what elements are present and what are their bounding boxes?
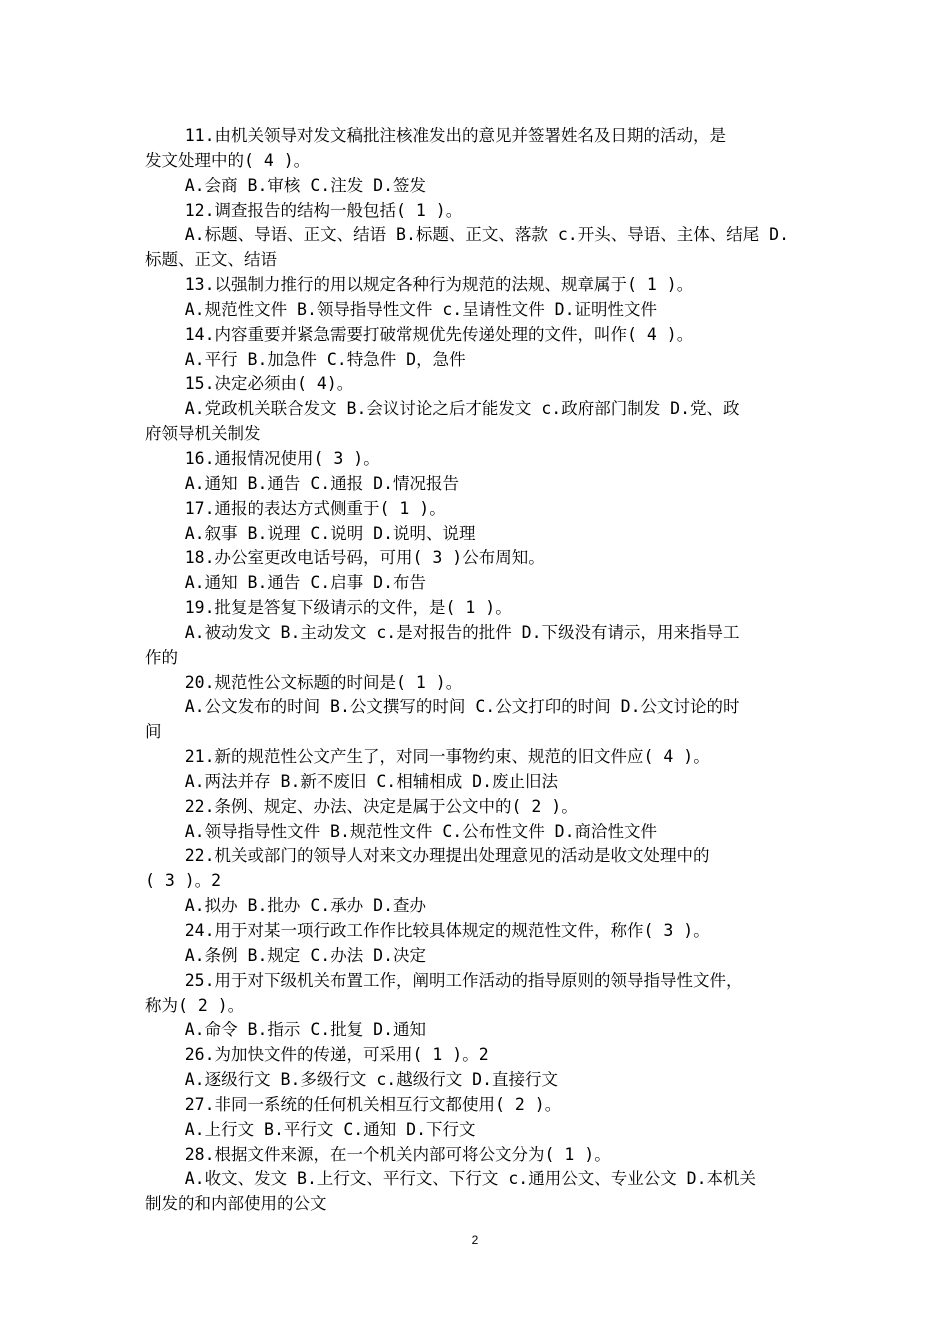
text-line: 14.内容重要并紧急需要打破常规优先传递处理的文件，叫作( 4 )。 bbox=[145, 324, 694, 344]
text-line: 22.条例、规定、办法、决定是属于公文中的( 2 )。 bbox=[145, 796, 578, 816]
text-line: 17.通报的表达方式侧重于( 1 )。 bbox=[145, 498, 446, 518]
text-line: A.会商 B.审核 C.注发 D.签发 bbox=[145, 175, 427, 195]
text-line: 16.通报情况使用( 3 )。 bbox=[145, 448, 380, 468]
text-line: 20.规范性公文标题的时间是( 1 )。 bbox=[145, 672, 463, 692]
text-line: 作的 bbox=[145, 647, 178, 667]
text-line: A.标题、导语、正文、结语 B.标题、正文、落款 c.开头、导语、主体、结尾 D. bbox=[145, 225, 790, 245]
text-line: 21.新的规范性公文产生了，对同一事物约束、规范的旧文件应( 4 )。 bbox=[145, 747, 710, 767]
text-line: A.平行 B.加急件 C.特急件 D，急件 bbox=[145, 349, 466, 369]
text-line: A.通知 B.通告 C.通报 D.情况报告 bbox=[145, 473, 460, 493]
text-line: 19.批复是答复下级请示的文件，是( 1 )。 bbox=[145, 598, 512, 618]
text-line: A.两法并存 B.新不废旧 C.相辅相成 D.废止旧法 bbox=[145, 771, 559, 791]
text-line: A.领导指导性文件 B.规范性文件 C.公布性文件 D.商洽性文件 bbox=[145, 821, 658, 841]
text-line: A.被动发文 B.主动发文 c.是对报告的批件 D.下级没有请示，用来指导工 bbox=[145, 622, 740, 642]
text-line: A.逐级行文 B.多级行文 c.越级行文 D.直接行文 bbox=[145, 1070, 559, 1090]
text-line: A.公文发布的时间 B.公文撰写的时间 C.公文打印的时间 D.公文讨论的时 bbox=[145, 697, 740, 717]
text-line: 13.以强制力推行的用以规定各种行为规范的法规、规章属于( 1 )。 bbox=[145, 275, 694, 295]
text-line: 27.非同一系统的任何机关相互行文都使用( 2 )。 bbox=[145, 1094, 562, 1114]
text-line: A.命令 B.指示 C.批复 D.通知 bbox=[145, 1020, 427, 1040]
text-line: 15.决定必须由( 4)。 bbox=[145, 374, 354, 394]
text-line: 12.调查报告的结构一般包括( 1 )。 bbox=[145, 200, 463, 220]
text-line: 发文处理中的( 4 )。 bbox=[145, 150, 311, 170]
text-line: 18.办公室更改电话号码，可用( 3 )公布周知。 bbox=[145, 548, 545, 568]
text-line: 标题、正文、结语 bbox=[145, 250, 277, 270]
text-line: 25.用于对下级机关布置工作，阐明工作活动的指导原则的领导指导性文件， bbox=[145, 970, 743, 990]
text-line: A.拟办 B.批办 C.承办 D.查办 bbox=[145, 896, 427, 916]
text-line: A.收文、发文 B.上行文、平行文、下行文 c.通用公文、专业公文 D.本机关 bbox=[145, 1169, 757, 1189]
text-line: 间 bbox=[145, 722, 162, 742]
text-line: 26.为加快文件的传递，可采用( 1 )。2 bbox=[145, 1045, 489, 1065]
text-line: 28.根据文件来源，在一个机关内部可将公文分为( 1 )。 bbox=[145, 1144, 611, 1164]
text-line: 24.用于对某一项行政工作作比较具体规定的规范性文件，称作( 3 )。 bbox=[145, 921, 710, 940]
text-line: A.规范性文件 B.领导指导性文件 c.呈请性文件 D.证明性文件 bbox=[145, 299, 658, 319]
text-line: ( 3 )。2 bbox=[145, 871, 222, 891]
text-line: 11.由机关领导对发文稿批注核准发出的意见并签署姓名及日期的活动，是 bbox=[145, 126, 727, 145]
text-line: A.通知 B.通告 C.启事 D.布告 bbox=[145, 573, 427, 593]
text-line: A.条例 B.规定 C.办法 D.决定 bbox=[145, 945, 427, 965]
text-line: A.叙事 B.说理 C.说明 D.说明、说理 bbox=[145, 523, 476, 543]
text-line: 22.机关或部门的领导人对来文办理提出处理意见的活动是收文处理中的 bbox=[145, 846, 710, 866]
text-line: 称为( 2 )。 bbox=[145, 995, 245, 1015]
page-number: 2 bbox=[471, 1233, 479, 1247]
document-body bbox=[145, 124, 811, 1217]
text-line: A.上行文 B.平行文 C.通知 D.下行文 bbox=[145, 1119, 476, 1139]
text-line: A.党政机关联合发文 B.会议讨论之后才能发文 c.政府部门制发 D.党、政 bbox=[145, 399, 740, 419]
text-line: 府领导机关制发 bbox=[145, 424, 261, 444]
text-line: 制发的和内部使用的公文 bbox=[145, 1194, 327, 1214]
